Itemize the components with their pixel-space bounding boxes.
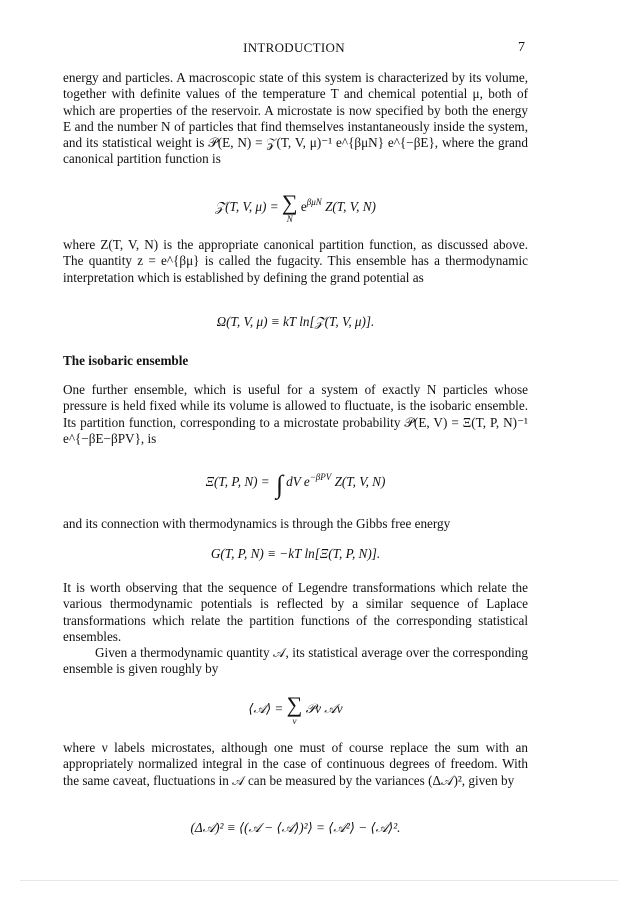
summation-symbol: [282, 192, 298, 224]
equation-lhs: Ξ(T, P, N) =: [205, 474, 274, 489]
running-title: INTRODUCTION: [243, 40, 345, 55]
paragraph-text: where Z(T, V, N) is the appropriate canonical partition function, as discussed above. The quantity z = e^{βμ} is called the fugacity. This ensemble has a thermodynamic interpretation which is established by defining the grand potential as: [63, 237, 528, 285]
paragraph-text: It is worth observing that the sequence of Legendre transformations which relate the various thermodynamic potentials is reflected by a similar sequence of Laplace transformations which relate the partition functions of the corresponding statistical ensembles.: [63, 580, 528, 644]
paragraph-text: where ν labels microstates, although one must of course replace the sum with an appropriately normalized integral in the case of continuous degrees of freedom. With the same caveat, fluctuations in 𝒜 can be measured by the variances (Δ𝒜)², given by: [63, 740, 528, 788]
paragraph-text: and its connection with thermodynamics is through the Gibbs free energy: [63, 516, 451, 531]
summation-index: N: [286, 214, 293, 224]
paragraph-text: Given a thermodynamic quantity 𝒜, its statistical average over the corresponding ensemble is given roughly by: [63, 645, 528, 677]
page-number: 7: [518, 40, 525, 55]
sigma-glyph: ∑: [286, 692, 303, 717]
equation-grand-partition-function: [63, 192, 528, 224]
integrand: dV e: [286, 474, 310, 489]
exp-base: e: [300, 199, 307, 215]
paragraph-fugacity: [63, 237, 528, 286]
section-heading: The isobaric ensemble: [63, 353, 189, 368]
exponent: βμN: [306, 197, 322, 208]
integral-symbol: ∫: [276, 470, 284, 499]
summation-index: ν: [292, 716, 297, 726]
equation-rhs: Z(T, V, N): [331, 474, 386, 489]
equation-gibbs: [63, 546, 528, 562]
paragraph-isobaric: [63, 382, 528, 447]
equation-rhs: 𝒫ν 𝒜ν: [305, 701, 343, 717]
summation-symbol: [287, 694, 303, 726]
equation-lhs: 𝒵(T, V, μ) =: [215, 199, 282, 215]
paragraph-fluctuations: [63, 740, 528, 789]
page-bottom-edge: [20, 880, 618, 881]
paragraph-grand-canonical: [63, 70, 528, 168]
paragraph-legendre: [63, 580, 528, 678]
equation-average: [63, 694, 528, 726]
paragraph-text: One further ensemble, which is useful for a system of exactly N particles whose pressure is held fixed while its volume is allowed to fluctuate, is the isobaric ensemble. Its partition function, corresponding to a microstate probability 𝒫(E, V) = Ξ(T, P, N)⁻¹ e^{−βE−βPV}, is: [63, 382, 528, 446]
paragraph-gibbs: [63, 516, 528, 532]
paragraph-text: energy and particles. A macroscopic state of this system is characterized by its volume, together with definite values of the temperature T and chemical potential μ, both of which are properties of the reservoir. A microstate is now specified by both the energy E and the number N of particles that find themselves instantaneously inside the system, and its statistical weight is 𝒫(E, N) = 𝒵(T, V, μ)⁻¹ e^{βμN} e^{−βE}, where the grand canonical partition function is: [63, 70, 528, 167]
equation-variance: [63, 820, 528, 836]
equation-text: (Δ𝒜)² ≡ ⟨(𝒜 − ⟨𝒜⟩)²⟩ = ⟨𝒜²⟩ − ⟨𝒜⟩².: [190, 820, 401, 835]
sigma-glyph: ∑: [281, 190, 298, 215]
exponent: −βPV: [309, 472, 332, 482]
equation-rhs: Z(T, V, N): [321, 199, 376, 215]
running-header: [63, 40, 525, 60]
equation-isobaric-partition: [63, 470, 528, 500]
equation-text: Ω(T, V, μ) ≡ kT ln[𝒵(T, V, μ)].: [216, 314, 375, 329]
equation-text: G(T, P, N) ≡ −kT ln[Ξ(T, P, N)].: [210, 546, 381, 561]
equation-grand-potential: [63, 314, 528, 330]
equation-lhs: ⟨𝒜⟩ =: [248, 701, 287, 717]
